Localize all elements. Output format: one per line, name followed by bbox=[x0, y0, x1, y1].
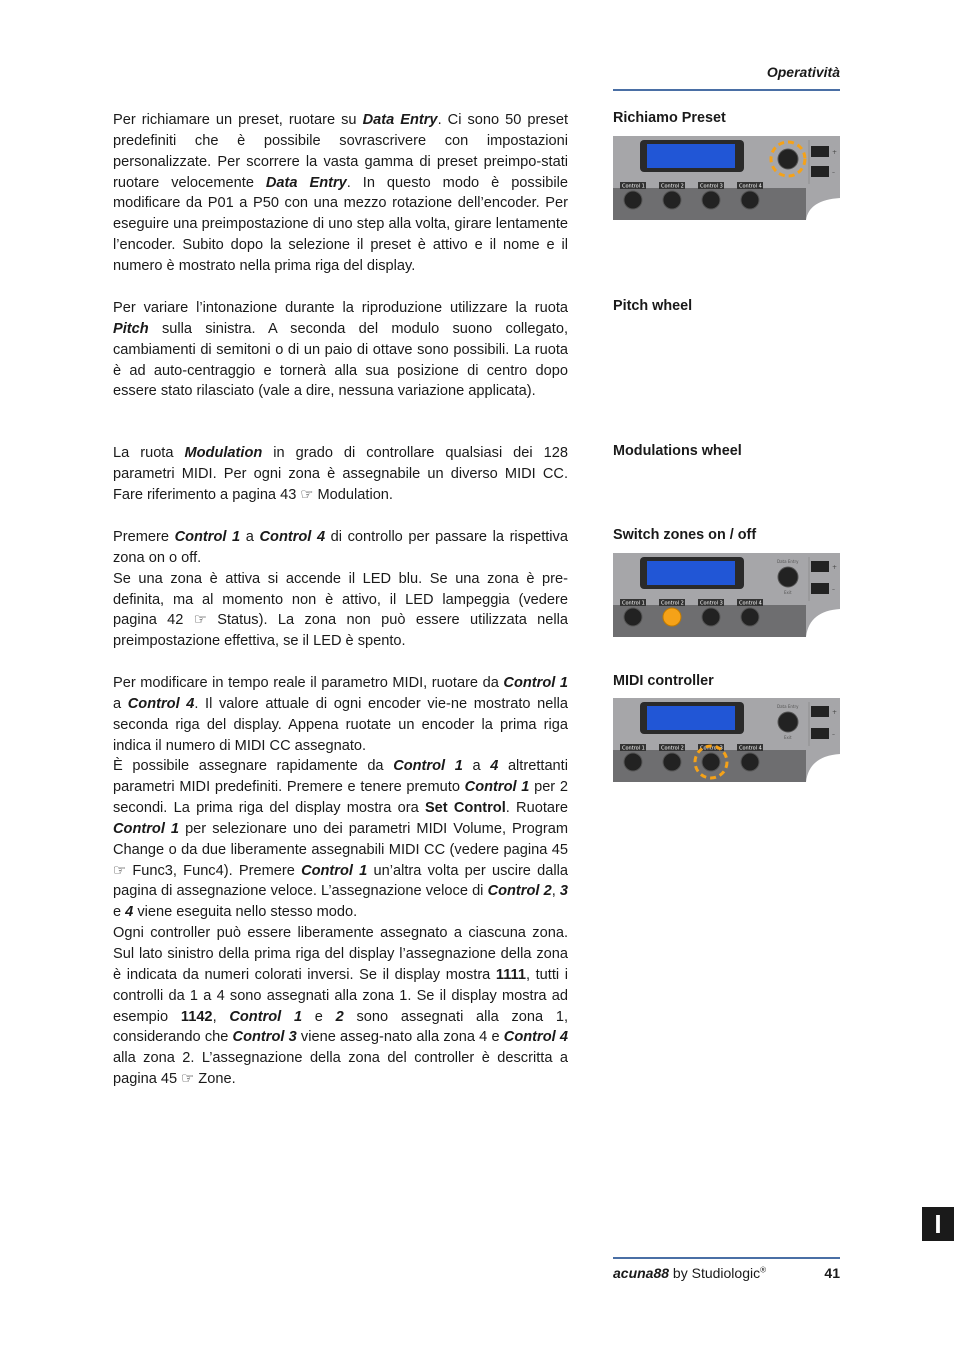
control-3-knob[interactable] bbox=[702, 608, 720, 626]
control-1-label: Control 1 bbox=[622, 183, 645, 190]
data-entry-knob[interactable] bbox=[778, 567, 798, 587]
plus-button[interactable] bbox=[811, 146, 829, 157]
control-1-knob[interactable] bbox=[624, 191, 642, 209]
control-3-knob[interactable] bbox=[702, 753, 720, 771]
heading-midi-controller: MIDI controller bbox=[613, 673, 714, 689]
lcd-display bbox=[647, 561, 735, 585]
control-4-knob[interactable] bbox=[741, 608, 759, 626]
page-number: 41 bbox=[824, 1265, 840, 1281]
plus-label: + bbox=[832, 709, 838, 716]
control-4-knob[interactable] bbox=[741, 191, 759, 209]
panel-illustration-midi bbox=[613, 698, 840, 782]
footer-registered: ® bbox=[760, 1265, 767, 1275]
control-3-label: Control 3 bbox=[700, 600, 723, 607]
plus-label: + bbox=[832, 564, 838, 571]
data-entry-knob[interactable] bbox=[778, 712, 798, 732]
control-4-label: Control 4 bbox=[739, 745, 762, 752]
footer-brand: acuna88 bbox=[613, 1265, 670, 1281]
footer bbox=[613, 1265, 840, 1281]
plus-button[interactable] bbox=[811, 706, 829, 717]
heading-pitch-wheel: Pitch wheel bbox=[613, 298, 693, 314]
control-2-label: Control 2 bbox=[661, 745, 684, 752]
header-rule bbox=[613, 89, 840, 91]
heading-switch-zones: Switch zones on / off bbox=[613, 527, 757, 543]
exit-label: Exit bbox=[784, 590, 792, 595]
language-tab: I bbox=[922, 1207, 954, 1241]
control-1-knob[interactable] bbox=[624, 753, 642, 771]
body-richiamo-preset: Per richiamare un preset, ruotare su Data Entry. Ci sono 50 preset predefiniti che è possibile sovrascrivere con impostazioni personalizzate. Per scorrere la vasta gamma di preset preimpo-stati ruotare velocemente Data Entry. In questo modo è possibile modificare da P01 a P50 con una mezzo rotazione dell’encoder. Per eseguire una preimpostazione di uno step alla volta, girare lentamente l’encoder. Subito dopo la selezione il preset è attivo e il nome e il numero è mostrato nella prima riga del display. bbox=[113, 112, 568, 274]
body-modulation-wheel: La ruota Modulation in grado di controllare qualsiasi dei 128 parametri MIDI. Per ogni zona è assegnabile un diverso MIDI CC. Fare riferimento a pagina 43 ☞ Modulation. bbox=[113, 445, 568, 503]
body-midi-controller: Per modificare in tempo reale il parametro MIDI, ruotare da Control 1 a Control 4. Il valore attuale di ogni encoder vie-ne mostrato nella seconda riga del display. Appena ruotate un encoder la prima riga indica il numero di MIDI CC assegnato. È possibile assegnare rapidamente da Control 1 a 4 altrettanti parametri MIDI predefiniti. Premere e tenere premuto Control 1 per 2 secondi. La prima riga del display mostra ora Set Control. Ruotare Control 1 per selezionare uno dei parametri MIDI Volume, Program Change o da due liberamente assegnabili MIDI CC (vedere pagina 45 ☞ Func3, Func4). Premere Control 1 un’altra volta per uscire dalla pagina di assegnazione veloce. L’assegnazione veloce di Control 2, 3 e 4 viene eseguita nello stesso modo. Ogni controller può essere liberamente assegnato a ciascuna zona. Sul lato sinistro della prima riga del display l’assegnazione della zona è indicata da numeri colorati inversi. Se il display mostra 1111, tutti i controlli da 1 a 4 sono assegnati alla zona 1. Se il display mostra ad esempio 1142, Control 1 e 2 sono assegnati alla zona 1, considerando che Control 3 viene asseg-nato alla zona 4 e Control 4 alla zona 2. L’assegnazione della zona del controller è descritta a pagina 45 ☞ Zone. bbox=[113, 675, 568, 1088]
minus-label: – bbox=[832, 586, 835, 593]
minus-button[interactable] bbox=[811, 728, 829, 739]
body-switch-zones: Premere Control 1 a Control 4 di controllo per passare la rispettiva zona on o off. Se una zona è attiva si accende il LED blu. Se una zona è pre-definita, ma al momento non è attivo, il LED lampeggia (vedere pagina 42 ☞ Status). La zona non può essere utilizzata nella preimpostazione effettiva, se il LED è spento. bbox=[113, 529, 568, 650]
lcd-display bbox=[647, 706, 735, 730]
exit-label: Exit bbox=[784, 735, 792, 740]
minus-label: – bbox=[832, 169, 835, 176]
plus-button[interactable] bbox=[811, 561, 829, 572]
panel-illustration-zones bbox=[613, 553, 840, 637]
control-3-label: Control 3 bbox=[700, 745, 723, 752]
control-2-knob[interactable] bbox=[663, 753, 681, 771]
control-1-label: Control 1 bbox=[622, 600, 645, 607]
minus-button[interactable] bbox=[811, 583, 829, 594]
data-entry-knob[interactable] bbox=[778, 149, 798, 169]
control-1-label: Control 1 bbox=[622, 745, 645, 752]
control-3-knob[interactable] bbox=[702, 191, 720, 209]
control-2-knob-highlighted[interactable] bbox=[663, 608, 681, 626]
plus-label: + bbox=[832, 149, 838, 156]
panel-illustration-preset bbox=[613, 136, 840, 220]
lcd-display bbox=[647, 144, 735, 168]
section-header: Operatività bbox=[766, 64, 840, 80]
control-1-knob[interactable] bbox=[624, 608, 642, 626]
heading-modulations-wheel: Modulations wheel bbox=[613, 443, 742, 459]
control-2-label: Control 2 bbox=[661, 183, 684, 190]
control-4-knob[interactable] bbox=[741, 753, 759, 771]
minus-button[interactable] bbox=[811, 166, 829, 177]
data-entry-label: Data Entry bbox=[777, 559, 799, 564]
footer-rule bbox=[613, 1257, 840, 1259]
footer-by: by Studiologic bbox=[669, 1265, 761, 1281]
control-2-label: Control 2 bbox=[661, 600, 684, 607]
control-2-knob[interactable] bbox=[663, 191, 681, 209]
control-3-label: Control 3 bbox=[700, 183, 723, 190]
heading-richiamo-preset: Richiamo Preset bbox=[613, 110, 726, 126]
minus-label: – bbox=[832, 731, 835, 738]
body-pitch-wheel: Per variare l’intonazione durante la riproduzione utilizzare la ruota Pitch sulla sinistra. A seconda del modulo suono collegato, cambiamenti di semitoni o di un paio di ottave sono possibili. La ruota è ad auto-centraggio e tornerà alla sua posizione di centro dopo essere stato rilasciato (vale a dire, nessuna variazione applicata). bbox=[113, 300, 568, 400]
data-entry-label: Data Entry bbox=[777, 704, 799, 709]
control-4-label: Control 4 bbox=[739, 600, 762, 607]
control-4-label: Control 4 bbox=[739, 183, 762, 190]
